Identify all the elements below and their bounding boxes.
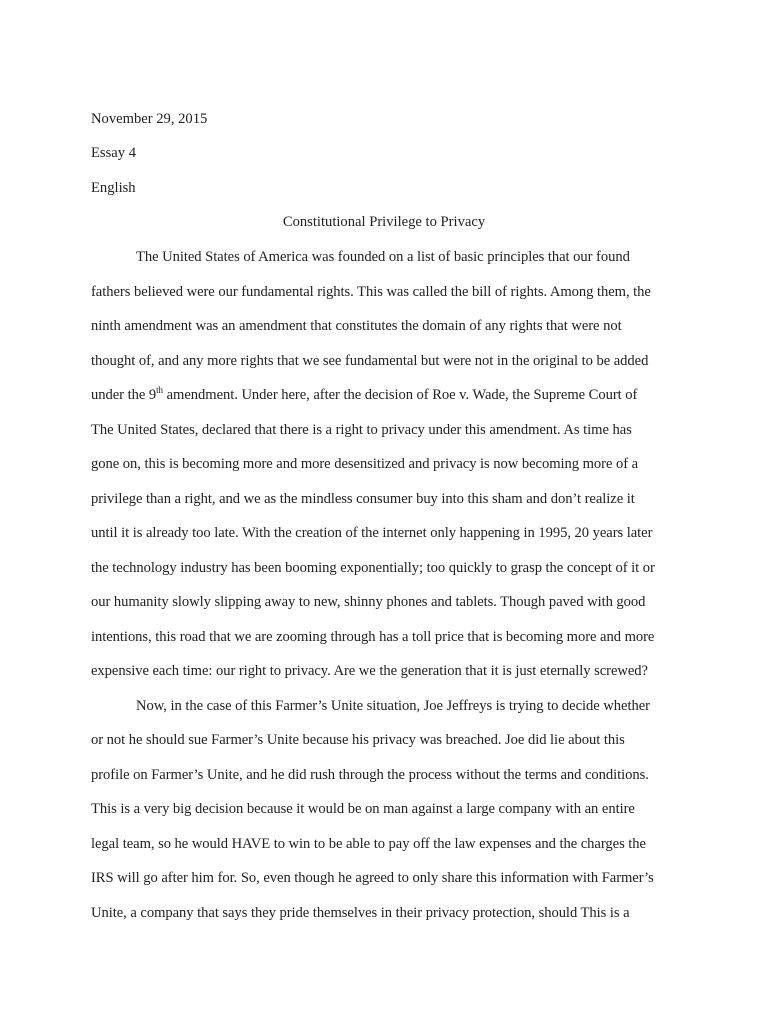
paragraph-line: This is a very big decision because it would be on man against a large company with an entire — [91, 801, 635, 817]
paragraph-line: our humanity slowly slipping away to new, shinny phones and tablets. Though paved with good — [91, 594, 646, 610]
course-line: English — [91, 180, 136, 196]
paragraph-line: Unite, a company that says they pride themselves in their privacy protection, should This is a — [91, 905, 630, 921]
paragraph-line: privilege than a right, and we as the mindless consumer buy into this sham and don’t realize it — [91, 491, 635, 507]
paragraph-line: ninth amendment was an amendment that constitutes the domain of any rights that were not — [91, 318, 622, 334]
paragraph-line: the technology industry has been booming exponentially; too quickly to grasp the concept of it or — [91, 560, 655, 576]
paragraph-line: gone on, this is becoming more and more desensitized and privacy is now becoming more of a — [91, 456, 639, 472]
paragraph-line: intentions, this road that we are zooming through has a toll price that is becoming more and more — [91, 629, 655, 645]
essay-line: Essay 4 — [91, 145, 136, 161]
paragraph-line: IRS will go after him for. So, even though he agreed to only share this information with Farmer’s — [91, 870, 654, 886]
paragraph-text: amendment. Under here, after the decision of Roe v. Wade, the Supreme Court of — [163, 387, 638, 403]
paragraph-line: expensive each time: our right to privacy. Are we the generation that it is just eternally screwed? — [91, 663, 648, 679]
paragraph-line: or not he should sue Farmer’s Unite because his privacy was breached. Joe did lie about this — [91, 732, 625, 748]
document-title — [0, 215, 768, 230]
paragraph-line — [91, 385, 638, 403]
paragraph-line: thought of, and any more rights that we see fundamental but were not in the original to be added — [91, 353, 649, 369]
paragraph-line: legal team, so he would HAVE to win to be able to pay off the law expenses and the charges the — [91, 836, 646, 852]
paragraph-line: fathers believed were our fundamental rights. This was called the bill of rights. Among them, the — [91, 284, 651, 300]
paragraph-line: until it is already too late. With the creation of the internet only happening in 1995, 20 years later — [91, 525, 653, 541]
date-line: November 29, 2015 — [91, 111, 208, 127]
document-title-text: Constitutional Privilege to Privacy — [282, 214, 486, 230]
paragraph-line: Now, in the case of this Farmer’s Unite situation, Joe Jeffreys is trying to decide whether — [136, 698, 650, 714]
paragraph-line: The United States of America was founded on a list of basic principles that our found — [136, 249, 630, 265]
paragraph-text: under the 9 — [91, 387, 157, 403]
ordinal-superscript: th — [156, 385, 164, 396]
paragraph-line: profile on Farmer’s Unite, and he did rush through the process without the terms and conditions. — [91, 767, 649, 783]
paragraph-line: The United States, declared that there is a right to privacy under this amendment. As time has — [91, 422, 632, 438]
